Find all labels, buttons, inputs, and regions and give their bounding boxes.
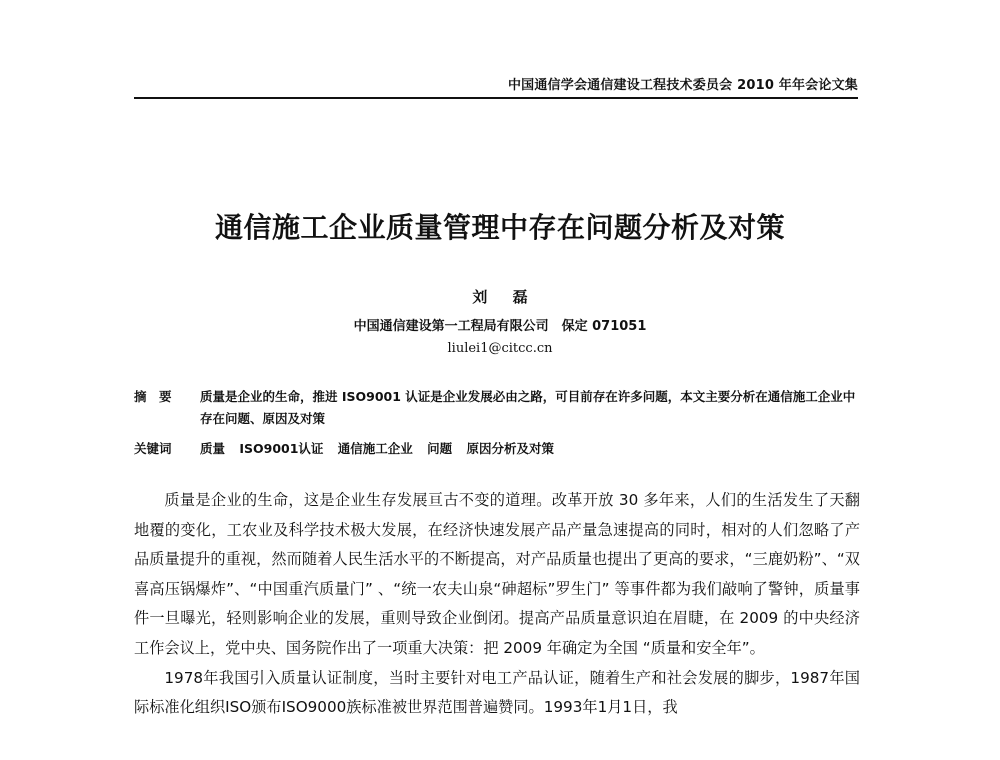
author-email: liulei1@citcc.cn: [447, 341, 553, 356]
running-header: 中国通信学会通信建设工程技术委员会 2010 年年会论文集: [507, 78, 858, 93]
body-text: [134, 486, 860, 723]
body-paragraph-2: 1978年我国引入质量认证制度，当时主要针对电工产品认证，随着生产和社会发展的脚步，1987年国际标准化组织ISO颁布ISO9000族标准被世界范围普遍赞同。1993年1月1日，我: [134, 668, 860, 717]
header-rule: [134, 97, 858, 99]
abstract-text: 质量是企业的生命，推进 ISO9001 认证是企业发展必由之路，可目前存在许多问题，本文主要分析在通信施工企业中存在问题、原因及对策: [200, 389, 856, 426]
keywords-text: 质量 ISO9001认证 通信施工企业 问题 原因分析及对策: [200, 441, 554, 456]
abstract-label: 摘 要: [134, 389, 172, 404]
keywords-section: [134, 438, 864, 460]
author-name: 刘 磊: [472, 288, 538, 306]
paper-title: 通信施工企业质量管理中存在问题分析及对策: [214, 211, 785, 244]
abstract-section: [134, 386, 864, 430]
body-paragraph-1: 质量是企业的生命，这是企业生存发展亘古不变的道理。改革开放 30 多年来，人们的生活发生了天翻地覆的变化，工农业及科学技术极大发展，在经济快速发展产品产量急速提高的同时，相对的人们忽略了产品质量提升的重视，然而随着人民生活水平的不断提高，对产品质量也提出了更高的要求，“三鹿奶粉”、“双喜高压锅爆炸”、“中国重汽质量门” 、“统一农夫山泉“砷超标”罗生门” 等事件都为我们敲响了警钟，质量事件一旦曝光，轻则影响企业的发展，重则导致企业倒闭。提高产品质量意识迫在眉睫，在 2009 的中央经济工作会议上，党中央、国务院作出了一项重大决策：把 2009 年确定为全国 “质量和安全年”。: [134, 491, 860, 657]
keywords-label: 关键词: [134, 441, 172, 456]
author-affiliation: 中国通信建设第一工程局有限公司 保定 071051: [353, 319, 647, 334]
